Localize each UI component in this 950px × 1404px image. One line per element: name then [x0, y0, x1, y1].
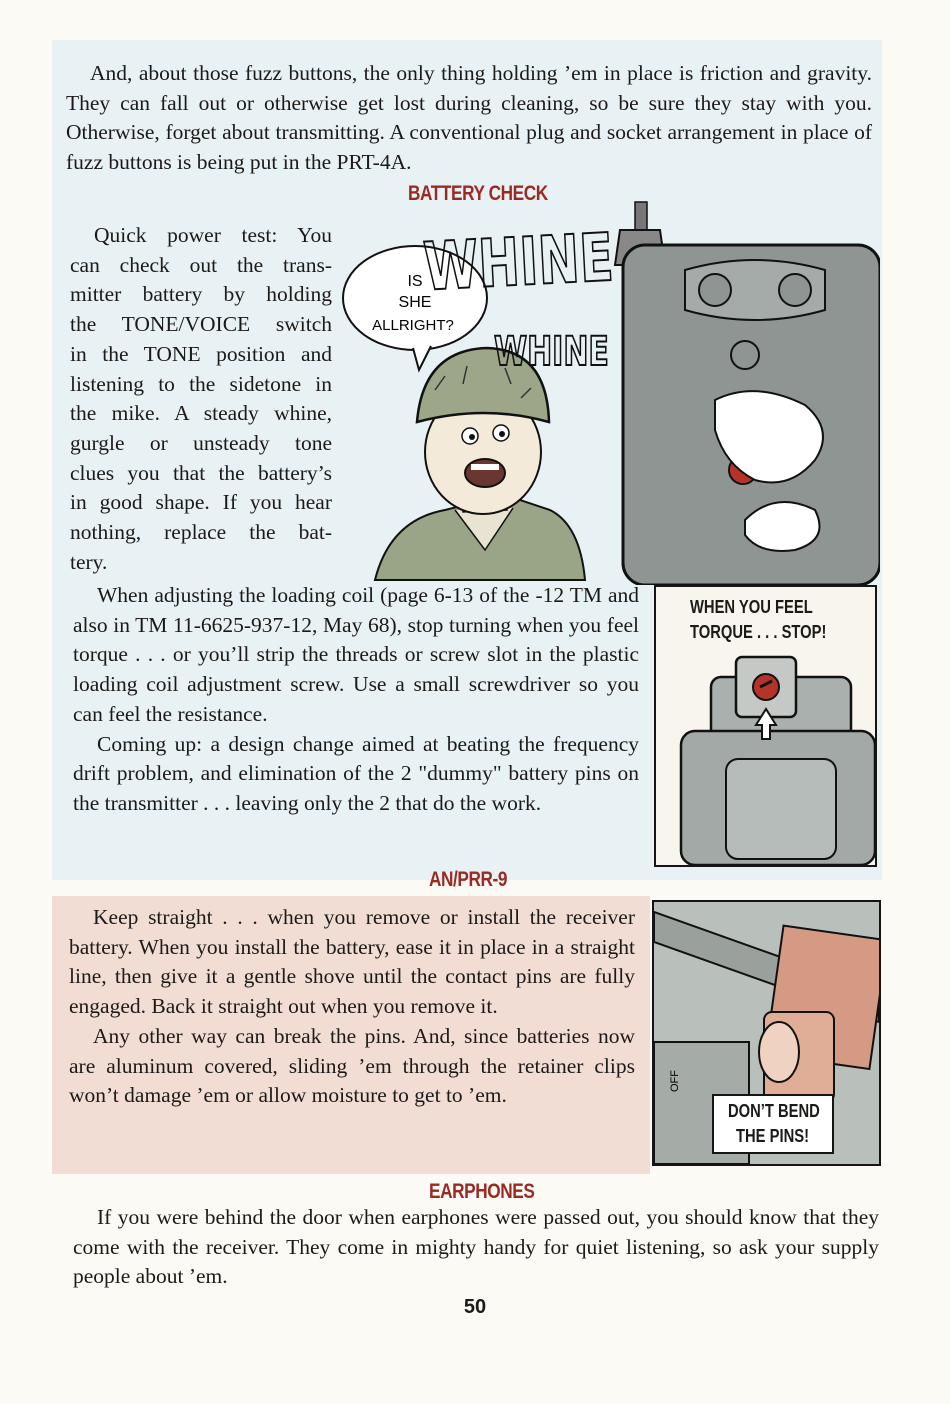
battery-check-line: nothing, replace the bat- [70, 520, 332, 545]
battery-check-heading: BATTERY CHECK [408, 182, 548, 205]
an-prr9-heading: AN/PRR-9 [429, 868, 508, 891]
an-prr9-paragraph-2: Any other way can break the pins. And, since batteries now are aluminum covered, sliding ’em through the retainer clips won’t damage ’em or allow moisture to get to ’em. [69, 1023, 635, 1108]
whine-sound-effect-small: WHINE [494, 328, 609, 376]
battery-check-line: in good shape. If you hear [70, 490, 332, 515]
torque-caption-line: WHEN YOU FEEL [690, 597, 813, 617]
battery-check-line: the TONE/VOICE switch [70, 312, 332, 337]
battery-check-line: in the TONE position and [70, 341, 332, 366]
dont-bend-caption-line: THE PINS! [736, 1126, 809, 1146]
battery-check-line: Quick power test: You [94, 223, 332, 247]
battery-check-line: can check out the trans- [70, 252, 332, 277]
whine-sound-effect-large: WHINE [421, 218, 616, 306]
dont-bend-caption-box [712, 1094, 834, 1154]
coming-up-paragraph: Coming up: a design change aimed at beating the frequency drift problem, and elimination of the 2 "dummy" battery pins on the transmitter . . . leaving only the 2 that do the work. [73, 731, 639, 815]
loading-coil-section [73, 581, 639, 819]
battery-check-line: clues you that the battery’s [70, 460, 332, 485]
an-prr9-paragraph-1: Keep straight . . . when you remove or install the receiver battery. When you install the battery, ease it in place in a straight line, then give it a gentle shove until the contact pins are fully engaged. Back it straight out when you remove it. [69, 905, 635, 1019]
speech-bubble-line: IS [407, 273, 423, 290]
intro-paragraph-text: And, about those fuzz buttons, the only thing holding ’em in place is friction and gravity. They can fall out or otherwise get lost during cleaning, so be sure they stay with you. Otherwise, forget about transmitting. A conventional plug and socket arrangement in place of fuzz buttons is being put in the PRT-4A. [66, 61, 872, 175]
earphones-paragraph: If you were behind the door when earphones were passed out, you should know that they come with the receiver. They come in mighty handy for quiet listening, so ask your supply people about ’em. [73, 1205, 879, 1289]
an-prr9-section [69, 903, 635, 1111]
page-number: 50 [463, 1296, 487, 1318]
battery-check-line: tery. [70, 549, 108, 574]
battery-check-line: the mike. A steady whine, [70, 401, 332, 426]
battery-check-line: gurgle or unsteady tone [70, 430, 332, 455]
speech-bubble-line: SHE [398, 294, 432, 311]
loading-coil-paragraph: When adjusting the loading coil (page 6-13 of the -12 TM and also in TM 11-6625-937-12, May 68), stop turning when you feel torque . . . or you’ll strip the threads or screw slot in the plastic loading coil adjustment screw. Use a small screwdriver so you can feel the resistance. [73, 583, 639, 726]
earphones-section [73, 1203, 879, 1292]
battery-check-line: listening to the sidetone in [70, 371, 332, 396]
switch-off-label: OFF [669, 1070, 681, 1092]
speech-bubble-line: ALLRIGHT? [372, 317, 454, 334]
loading-coil-illustration [656, 649, 875, 865]
dont-bend-caption-line: DON’T BEND [728, 1101, 820, 1121]
dont-bend-pins-panel [652, 900, 881, 1166]
battery-check-cartoon [335, 190, 880, 585]
intro-paragraph [66, 59, 872, 178]
torque-panel [654, 585, 877, 867]
earphones-heading: EARPHONES [429, 1180, 535, 1203]
battery-check-paragraph [70, 221, 332, 577]
torque-caption-line: TORQUE . . . STOP! [690, 622, 827, 642]
battery-check-line: mitter battery by holding [70, 282, 332, 307]
